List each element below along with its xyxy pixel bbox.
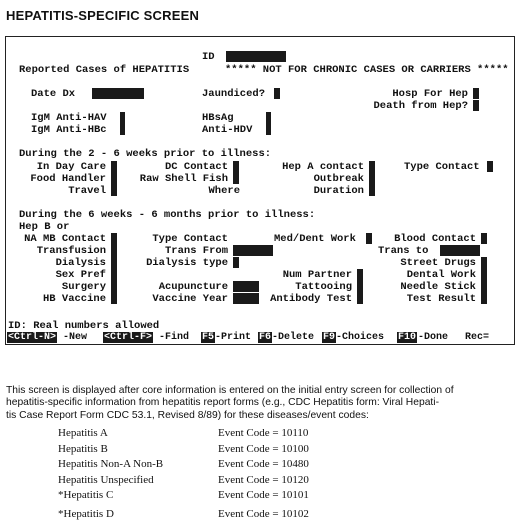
hep-a-contact-label: Hep A contact — [282, 161, 364, 173]
acupuncture-field[interactable] — [233, 281, 259, 292]
outbreak-label: Outbreak — [313, 173, 364, 185]
trans-to-label: Trans to — [378, 245, 429, 257]
trans-from-label: Trans From — [164, 245, 228, 257]
acupuncture-label: Acupuncture — [158, 281, 228, 293]
disease-name: *Hepatitis D — [58, 507, 114, 520]
disease-name: Hepatitis B — [58, 442, 108, 455]
in-day-care-label: In Day Care — [36, 161, 106, 173]
where-label: Where — [208, 185, 240, 197]
test-result-label: Test Result — [406, 293, 476, 305]
blood-contact-label: Blood Contact — [394, 233, 476, 245]
f5-key[interactable]: F5 — [202, 332, 215, 343]
hosp-for-hep-field[interactable] — [473, 88, 479, 99]
igm-anti-hav-label: IgM Anti-HAV — [31, 112, 107, 124]
sex-pref-label: Sex Pref — [55, 269, 106, 281]
function-key-bar — [6, 332, 514, 343]
igm-anti-hbc-label: IgM Anti-HBc — [31, 124, 107, 136]
type-contact-label-2: Type Contact — [152, 233, 228, 245]
terminal-screen — [5, 36, 515, 345]
event-code: Event Code = 10480 — [218, 458, 309, 471]
trans-to-field[interactable] — [440, 245, 480, 256]
status-line: ID: Real numbers allowed — [8, 320, 160, 332]
event-code: Event Code = 10120 — [218, 473, 309, 486]
igm-anti-hav-field[interactable] — [120, 112, 125, 135]
type-contact-label-1: Type Contact — [404, 161, 480, 173]
tattooing-label: Tattooing — [295, 281, 352, 293]
partner-tattoo-antibody-fields[interactable] — [357, 269, 363, 304]
antibody-test-label: Antibody Test — [270, 293, 352, 305]
dc-contact-label: DC Contact — [164, 161, 228, 173]
vaccine-year-label: Vaccine Year — [152, 293, 228, 305]
surgery-label: Surgery — [61, 281, 106, 293]
f10-key[interactable]: F10 — [398, 332, 417, 343]
page-title: HEPATITIS-SPECIFIC SCREEN — [6, 8, 200, 23]
id-field[interactable] — [226, 51, 286, 62]
na-mb-contact-label: NA MB Contact — [24, 233, 106, 245]
header-title: Reported Cases of HEPATITIS — [19, 64, 190, 76]
med-dent-work-field[interactable] — [366, 233, 372, 244]
ctrl-f-key[interactable]: <Ctrl-F> — [104, 332, 153, 343]
duration-label: Duration — [313, 185, 364, 197]
date-dx-label: Date Dx — [31, 88, 76, 100]
print-action-label: -Print — [215, 332, 252, 343]
day-care-food-travel-fields[interactable] — [111, 161, 117, 196]
type-contact-field-1[interactable] — [487, 161, 493, 172]
event-code: Event Code = 10100 — [218, 442, 309, 455]
delete-action-label: -Delete — [272, 332, 315, 343]
description-line-3: tis Case Report Form CDC 53.1, Revised 8/89) for these diseases/event codes: — [6, 409, 369, 421]
event-code: Event Code = 10101 — [218, 489, 309, 502]
hb-vaccine-label: HB Vaccine — [42, 293, 106, 305]
section-6-weeks-6-months: During the 6 weeks - 6 months prior to illness: — [19, 209, 316, 221]
header-warning: ***** NOT FOR CHRONIC CASES OR CARRIERS ***** — [225, 64, 509, 76]
hep-b-risk-fields-col-1[interactable] — [111, 233, 117, 304]
f6-key[interactable]: F6 — [259, 332, 272, 343]
drugs-dental-needle-result-fields[interactable] — [481, 257, 487, 304]
hbsag-label: HBsAg — [202, 112, 234, 124]
jaundiced-label: Jaundiced? — [202, 88, 266, 100]
hbsag-field[interactable] — [266, 112, 271, 135]
dental-work-label: Dental Work — [406, 269, 476, 281]
death-from-hep-label: Death from Hep? — [373, 100, 468, 112]
description-line-1: This screen is displayed after core information is entered on the initial entry screen for collection of — [6, 385, 454, 396]
disease-name: Hepatitis Non-A Non-B — [58, 458, 164, 471]
event-code: Event Code = 10110 — [218, 427, 309, 439]
anti-hdv-label: Anti-HDV — [202, 124, 253, 136]
record-counter-label: Rec= — [465, 332, 490, 343]
dialysis-type-label: Dialysis type — [146, 257, 228, 269]
description-paragraph — [6, 385, 511, 422]
dialysis-label: Dialysis — [55, 257, 106, 269]
num-partner-label: Num Partner — [282, 269, 352, 281]
dialysis-type-field[interactable] — [233, 257, 239, 268]
id-label: ID — [202, 51, 215, 63]
blood-contact-field[interactable] — [481, 233, 487, 244]
food-handler-label: Food Handler — [30, 173, 106, 185]
disease-name: Hepatitis A — [58, 427, 108, 439]
section-2-6-weeks: During the 2 - 6 weeks prior to illness: — [19, 148, 272, 160]
med-dent-work-label: Med/Dent Work — [274, 233, 356, 245]
done-action-label: -Done — [418, 332, 449, 343]
needle-stick-label: Needle Stick — [400, 281, 476, 293]
new-action-label: -New — [63, 332, 88, 343]
disease-name: Hepatitis Unspecified — [58, 473, 154, 486]
event-code: Event Code = 10102 — [218, 507, 309, 520]
jaundiced-field[interactable] — [274, 88, 280, 99]
f9-key[interactable]: F9 — [323, 332, 336, 343]
hep-a-outbreak-duration-fields[interactable] — [369, 161, 375, 196]
find-action-label: -Find — [159, 332, 190, 343]
dc-raw-fish-fields[interactable] — [233, 161, 239, 184]
raw-shell-fish-label: Raw Shell Fish — [139, 173, 228, 185]
choices-action-label: -Choices — [336, 332, 385, 343]
date-dx-field[interactable] — [92, 88, 144, 99]
hep-b-or-label: Hep B or — [19, 221, 70, 233]
death-from-hep-field[interactable] — [473, 100, 479, 111]
travel-label: Travel — [68, 185, 106, 197]
street-drugs-label: Street Drugs — [400, 257, 476, 269]
description-line-2: hepatitis-specific information from hepatitis report forms (e.g., CDC Hepatitis form: Viral Hepati- — [6, 397, 440, 409]
trans-from-field[interactable] — [233, 245, 273, 256]
ctrl-n-key[interactable]: <Ctrl-N> — [8, 332, 57, 343]
hosp-for-hep-label: Hosp For Hep — [392, 88, 468, 100]
transfusion-label: Transfusion — [36, 245, 106, 257]
disease-name: *Hepatitis C — [58, 489, 114, 502]
